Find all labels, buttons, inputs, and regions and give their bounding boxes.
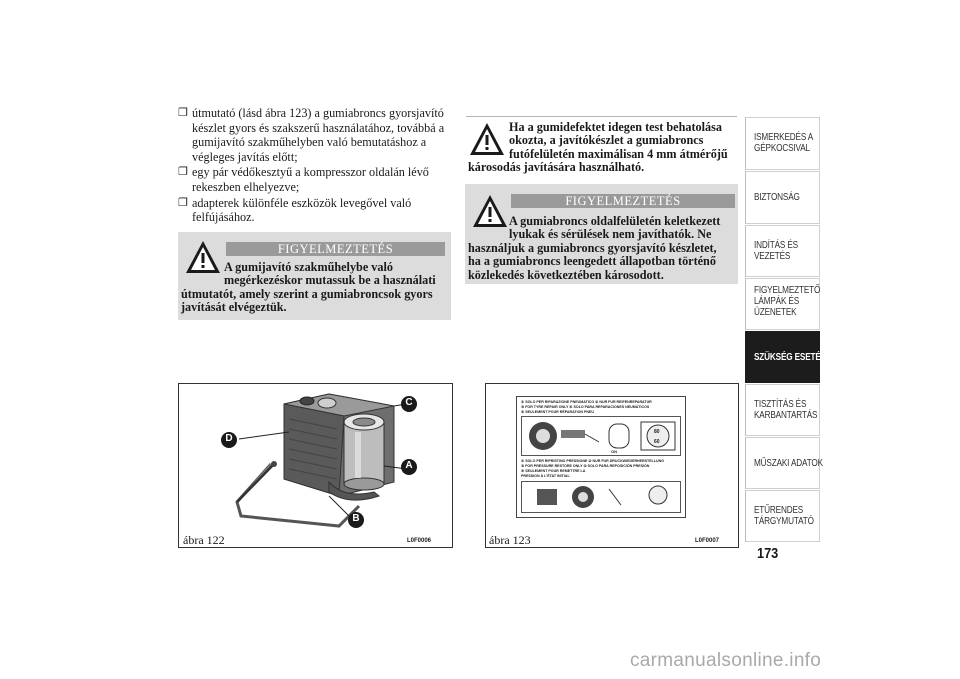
- sticker-on-label: ON: [611, 449, 617, 454]
- warning-title: FIGYELMEZTETÉS: [226, 242, 445, 256]
- tab-ismerkedes[interactable]: [745, 117, 820, 170]
- sticker-line: ⑤ SEULEMENT POUR REMETTRE LA: [521, 469, 586, 473]
- label-sticker: [516, 396, 686, 518]
- tab-biztonsag[interactable]: [745, 171, 820, 224]
- bullet-item: [178, 165, 453, 194]
- callout-c: C: [405, 397, 413, 408]
- sticker-bottom-text: [521, 459, 683, 479]
- tab-label: TÁRGYMUTATÓ: [754, 516, 814, 527]
- warning-title: FIGYELMEZTETÉS: [511, 194, 735, 208]
- note-box-top-rule: [466, 116, 737, 117]
- tab-label: FIGYELMEZTETŐ: [754, 285, 821, 296]
- tab-targymutato[interactable]: [745, 490, 820, 542]
- bullet-line: útmutató (lásd ábra 123) a gumiabroncs gyorsjavító: [192, 106, 444, 120]
- bullet-line: rekeszben elhelyezve;: [192, 179, 300, 194]
- callout-b: B: [352, 513, 360, 524]
- tab-figyelmezteto[interactable]: [745, 278, 820, 330]
- bullet-line: egy pár védőkesztyű a kompresszor oldalán lévő: [192, 165, 429, 180]
- tab-label: KARBANTARTÁS: [754, 410, 818, 421]
- note-text-full: [468, 161, 738, 174]
- warning-text-full: [181, 288, 449, 315]
- note-line: futófelületén maximálisan 4 mm átmérőjű: [509, 146, 728, 161]
- tab-inditas[interactable]: [745, 225, 820, 277]
- checkbox-marker-icon: ❐: [178, 107, 188, 119]
- sticker-top-panel: [521, 416, 681, 456]
- watermark: carmanualsonline.info: [630, 650, 822, 671]
- bullet-line: gumijavító szakműhelyben való bemutatáshoz a: [192, 135, 427, 150]
- warning-line: A gumijavító szakműhelybe való: [224, 260, 393, 274]
- warning-line: használjuk a gumiabroncs gyorsjavító készletet,: [468, 241, 717, 255]
- note-line: Ha a gumidefektet idegen test behatolása: [509, 120, 722, 134]
- gauge-bottom-value: 60: [654, 439, 660, 445]
- sticker-bottom-panel: [521, 481, 681, 513]
- sticker-line: PRESSION À L'ÉTAT INITIAL: [521, 474, 570, 478]
- bullet-list: [178, 106, 453, 226]
- callout-a: A: [405, 460, 413, 471]
- gauge-top-value: 80: [654, 429, 660, 435]
- warning-box-left: [178, 232, 451, 320]
- checkbox-marker-icon: ❐: [178, 166, 188, 179]
- bullet-line: adapterek különféle eszközök levegővel való: [192, 195, 412, 210]
- tab-label: TISZTÍTÁS ÉS: [754, 399, 807, 410]
- warning-triangle-icon: [471, 193, 509, 229]
- warning-text-full: [468, 242, 736, 282]
- tab-label: LÁMPÁK ÉS: [754, 296, 800, 307]
- tab-label: ISMERKEDÉS A: [754, 132, 814, 143]
- warning-triangle-icon: [468, 121, 506, 157]
- figure-123-caption: ábra 123: [489, 533, 531, 547]
- sticker-line: ③ FOR PRESSURE RESTORE ONLY ④ SOLO PARA REPOSICIÓN PRESIÓN: [521, 464, 650, 468]
- tab-label: GÉPKOCSIVAL: [754, 143, 810, 154]
- tab-label: VEZETÉS: [754, 251, 791, 262]
- sticker-line: ③ FOR TYRE REPAIR ONLY ④ SOLO PARA REPARACIONES NEUMÁTICOS: [521, 405, 650, 409]
- page-number: 173: [757, 545, 779, 562]
- sticker-line: ① SOLO PER RIPARAZIONE PNEUMATICO ② NUR FÜR REIFENREPARATUR: [521, 400, 652, 404]
- warning-line: útmutatót, amely szerint a gumiabroncsok gyors: [181, 287, 433, 301]
- sticker-line: ⑤ SEULEMENT POUR RÉPARATION PNEU: [521, 410, 594, 414]
- bullet-line: felfújásához.: [192, 210, 255, 225]
- tab-label: ÜZENETEK: [754, 307, 797, 318]
- tab-label: INDÍTÁS ÉS: [754, 240, 798, 251]
- warning-line: lyukak és sérülések nem javíthatók. Ne: [509, 227, 712, 242]
- bullet-item: [178, 196, 453, 225]
- warning-box-right: [465, 184, 738, 284]
- tab-label: MŰSZAKI ADATOK: [754, 458, 823, 469]
- bullet-line: végleges javítás előtt;: [192, 149, 298, 164]
- bullet-item: [178, 106, 453, 164]
- warning-triangle-icon: [184, 239, 222, 275]
- tab-label: BIZTONSÁG: [754, 192, 800, 203]
- tab-label: SZÜKSÉG ESETÉN: [754, 352, 827, 363]
- tab-tisztitas[interactable]: [745, 384, 820, 436]
- tab-szukseg-eseten[interactable]: [745, 331, 827, 383]
- figure-123: [485, 383, 739, 548]
- figure-122-code: L0F0006: [407, 538, 432, 544]
- callout-d: D: [225, 433, 233, 444]
- bullet-line: készlet gyors és szakszerű használatához, továbbá a: [192, 120, 445, 135]
- warning-text: [509, 215, 737, 242]
- note-line: károsodás javítására használható.: [468, 160, 645, 174]
- figure-122: [178, 383, 453, 548]
- warning-line: javítását elvégeztük.: [181, 300, 287, 315]
- tab-muszaki-adatok[interactable]: [745, 437, 823, 489]
- figure-123-code: L0F0007: [695, 538, 720, 544]
- figure-122-caption: ábra 122: [183, 533, 225, 547]
- note-line: okozta, a javítókészlet a gumiabroncs: [509, 133, 704, 148]
- note-text: [509, 121, 737, 161]
- sticker-line: ① SOLO PER RIPRISTINO PRESSIONE ② NUR FÜR DRUCKWIEDERHERSTELLUNG: [521, 459, 665, 463]
- warning-text: [224, 261, 449, 288]
- warning-line: ha a gumiabroncs leengedett állapotban történő: [468, 254, 716, 269]
- warning-line: megérkezéskor mutassuk be a használati: [224, 273, 436, 288]
- warning-line: A gumiabroncs oldalfelületén keletkezett: [509, 214, 721, 228]
- checkbox-marker-icon: ❐: [178, 196, 188, 209]
- warning-line: közlekedés következtében károsodott.: [468, 267, 664, 282]
- sticker-top-text: [521, 400, 683, 415]
- tab-label: ETŰRENDES: [754, 505, 804, 516]
